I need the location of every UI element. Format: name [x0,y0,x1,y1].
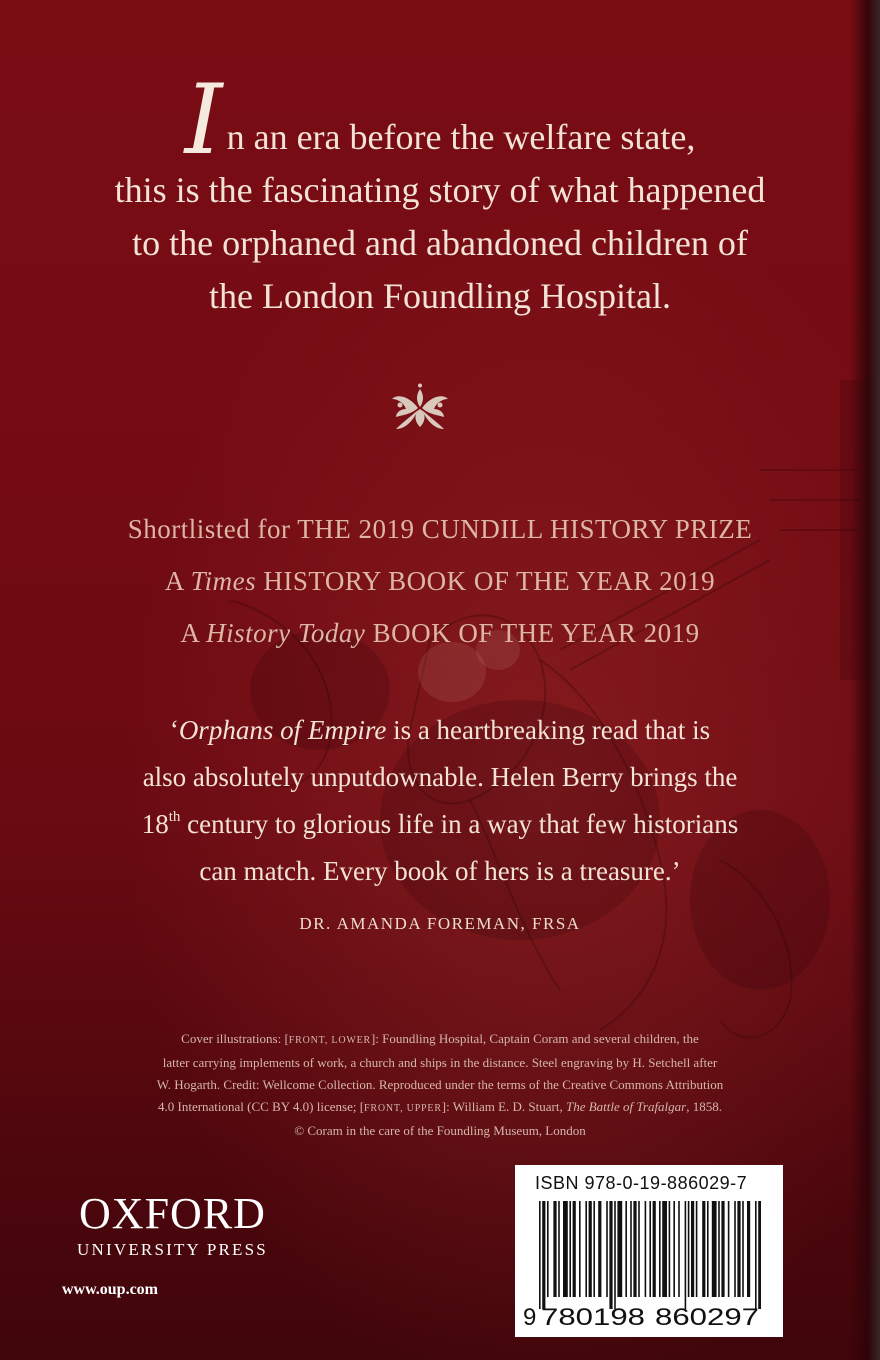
credits-line-4: 4.0 International (CC BY 4.0) license; [FRONT, UPPER]: William E. D. Stuart, The Battle of Trafalgar, 1858. [158,1099,722,1114]
barcode-bar [755,1201,757,1309]
quote-line-1: ‘Orphans of Empire is a heartbreaking read that is [169,715,711,745]
barcode-bar [645,1201,647,1297]
barcode-bar [553,1201,556,1297]
credits-line-3: W. Hogarth. Credit: Wellcome Collection. Reproduced under the terms of the Creative Commons Attribution [156,1077,724,1092]
barcode-bar [702,1201,705,1297]
intro-line-1: In an era before the welfare state, [184,64,696,176]
barcode-bar [614,1201,616,1309]
barcode-graphic [515,1165,783,1337]
barcode-bar [737,1201,740,1297]
barcode-bar [547,1201,549,1297]
barcode-bar [696,1201,698,1297]
isbn-barcode [515,1165,783,1337]
barcode-bar [662,1201,667,1297]
quote-line-3: 18th century to glorious life in a way that few historians [141,809,739,839]
barcode-bar [728,1201,730,1297]
barcode-bar [569,1201,571,1297]
barcode-bar [609,1201,612,1309]
intro-line-2: this is the fascinating story of what happened [114,170,766,210]
barcode-bar [573,1201,576,1297]
awards-list [40,503,840,659]
barcode-bar [638,1201,640,1297]
barcode-digit-lead: 9 [523,1304,537,1331]
cover-credits [60,1028,820,1142]
credits-line-1: Cover illustrations: [FRONT, LOWER]: Foundling Hospital, Captain Coram and several children, the [181,1031,699,1046]
barcode-bar [712,1201,717,1297]
credits-line-5: © Coram in the care of the Foundling Museum, London [294,1123,586,1138]
barcode-bar [678,1201,680,1297]
intro-line-3: to the orphaned and abandoned children of [132,223,748,263]
publisher-website: www.oup.com [62,1281,159,1298]
publisher-subtitle: UNIVERSITY PRESS [77,1240,268,1259]
barcode-bar [673,1201,675,1297]
barcode-bar [558,1201,560,1297]
barcode-bar [688,1201,690,1297]
barcode-bar [734,1201,736,1297]
barcode-bar [659,1201,661,1297]
barcode-bar [718,1201,720,1297]
intro-blurb [60,64,820,323]
barcode-bar [542,1201,545,1309]
barcode-bar [585,1201,587,1297]
barcode-bar [617,1201,622,1297]
barcode-bar [685,1201,687,1309]
credits-line-2: latter carrying implements of work, a church and ships in the distance. Steel engraving by H. Setchell after [162,1055,718,1070]
barcode-bar [589,1201,592,1297]
review-quote [60,707,820,895]
quote-attribution: DR. AMANDA FOREMAN, FRSA [299,914,581,933]
barcode-bar [598,1201,601,1297]
barcode-bar [669,1201,671,1297]
barcode-bar [563,1201,568,1297]
barcode-bar [721,1201,724,1297]
barcode-bar [606,1201,608,1297]
barcode-bar [593,1201,595,1297]
barcode-bar [649,1201,651,1297]
intro-line-4: the London Foundling Hospital. [209,276,671,316]
award-times: A Times HISTORY BOOK OF THE YEAR 2019 [164,566,716,596]
barcode-bar [707,1201,709,1297]
barcode-bar [691,1201,694,1297]
floral-ornament-icon [388,383,452,433]
award-cundill: Shortlisted for THE 2019 CUNDILL HISTORY PRIZE [127,514,753,544]
quote-line-2: also absolutely unputdownable. Helen Berry brings the [142,762,738,792]
barcode-bar [742,1201,744,1297]
barcode-bar [653,1201,656,1297]
barcode-bar [633,1201,636,1297]
publisher-logo [60,1190,285,1260]
spine-edge [850,0,880,1360]
barcode-bar [579,1201,581,1297]
barcode-bar [747,1201,750,1297]
quote-line-4: can match. Every book of hers is a treasure.’ [199,856,681,886]
drop-cap: I [184,64,223,176]
isbn-label: ISBN 978-0-19-886029-7 [535,1173,748,1193]
publisher-name: OXFORD [79,1189,266,1238]
award-history-today: A History Today BOOK OF THE YEAR 2019 [180,618,700,648]
barcode-bar [758,1201,761,1309]
barcode-digits-left: 780198 [541,1304,645,1331]
barcode-bar [630,1201,632,1297]
barcode-bar [625,1201,627,1297]
barcode-digits-right: 860297 [655,1304,759,1331]
barcode-bar [539,1201,541,1309]
